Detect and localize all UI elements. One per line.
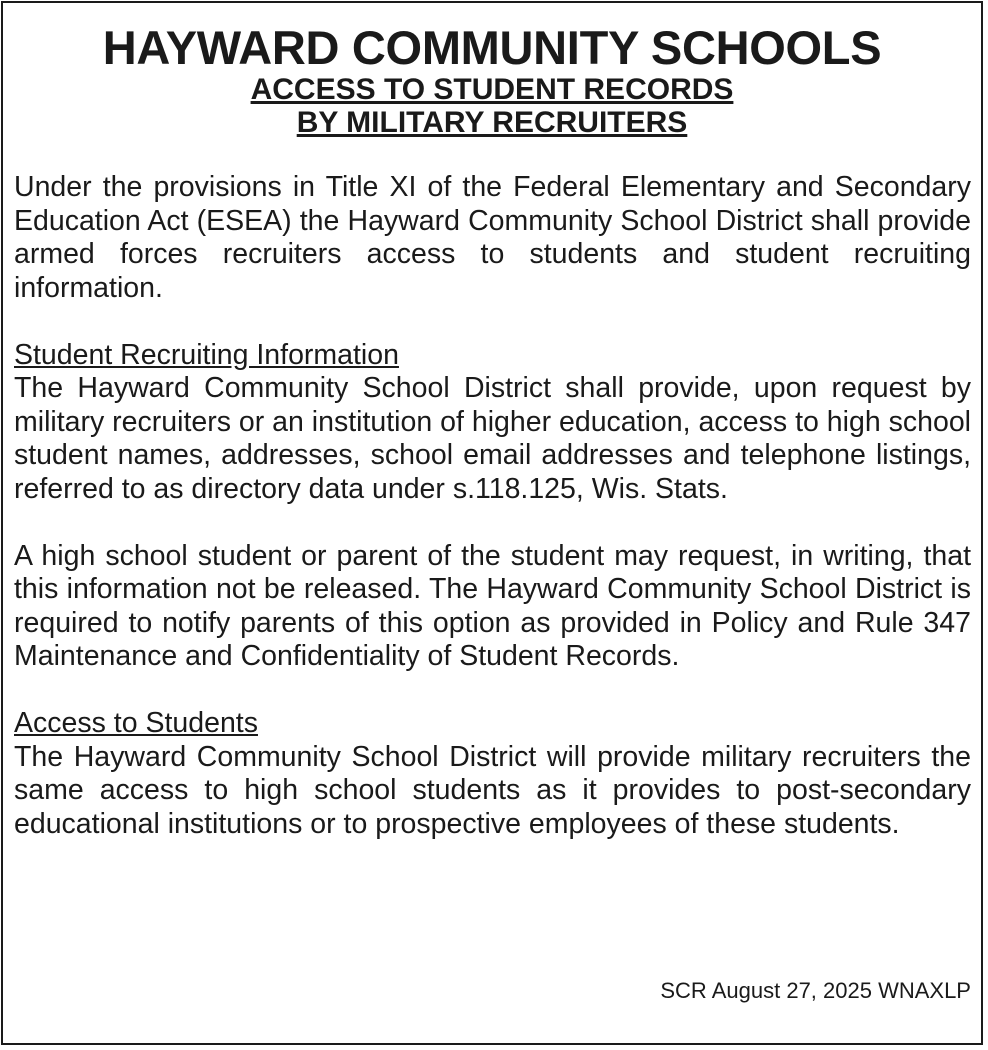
notice-body xyxy=(14,171,971,841)
section-body: The Hayward Community School District will provide military recruiters the same access to high school students as it provides to post-secondary educational institutions or to prospective employees of these students. xyxy=(14,740,971,840)
section-heading: Access to Students xyxy=(14,707,258,739)
section-student-recruiting-information xyxy=(14,339,971,507)
section-access-to-students xyxy=(14,707,971,841)
intro-paragraph: Under the provisions in Title XI of the Federal Elementary and Secondary Education Act (ESEA) the Hayward Community School District shall provide armed forces recruiters access to students and student recruiting information. xyxy=(14,171,971,304)
notice-header xyxy=(3,23,981,139)
notice-subtitle-line1: ACCESS TO STUDENT RECORDS xyxy=(250,73,734,106)
section-heading: Student Recruiting Information xyxy=(14,338,399,371)
notice-title: HAYWARD COMMUNITY SCHOOLS xyxy=(102,21,882,74)
opt-out-paragraph: A high school student or parent of the student may request, in writing, that this information not be released. The Hayward Community School District is required to notify parents of this option as provided in Policy and Rule 347 Maintenance and Confidentiality of Student Records. xyxy=(14,539,971,672)
notice-subtitle-line2: BY MILITARY RECRUITERS xyxy=(296,106,688,139)
legal-notice xyxy=(1,1,983,1045)
section-body: The Hayward Community School District shall provide, upon request by military recruiters or an institution of higher education, access to high school student names, addresses, school email addresses and telephone listings, referred to as directory data under s.118.125, Wis. Stats. xyxy=(14,372,971,505)
publication-footer: SCR August 27, 2025 WNAXLP xyxy=(660,978,971,1003)
